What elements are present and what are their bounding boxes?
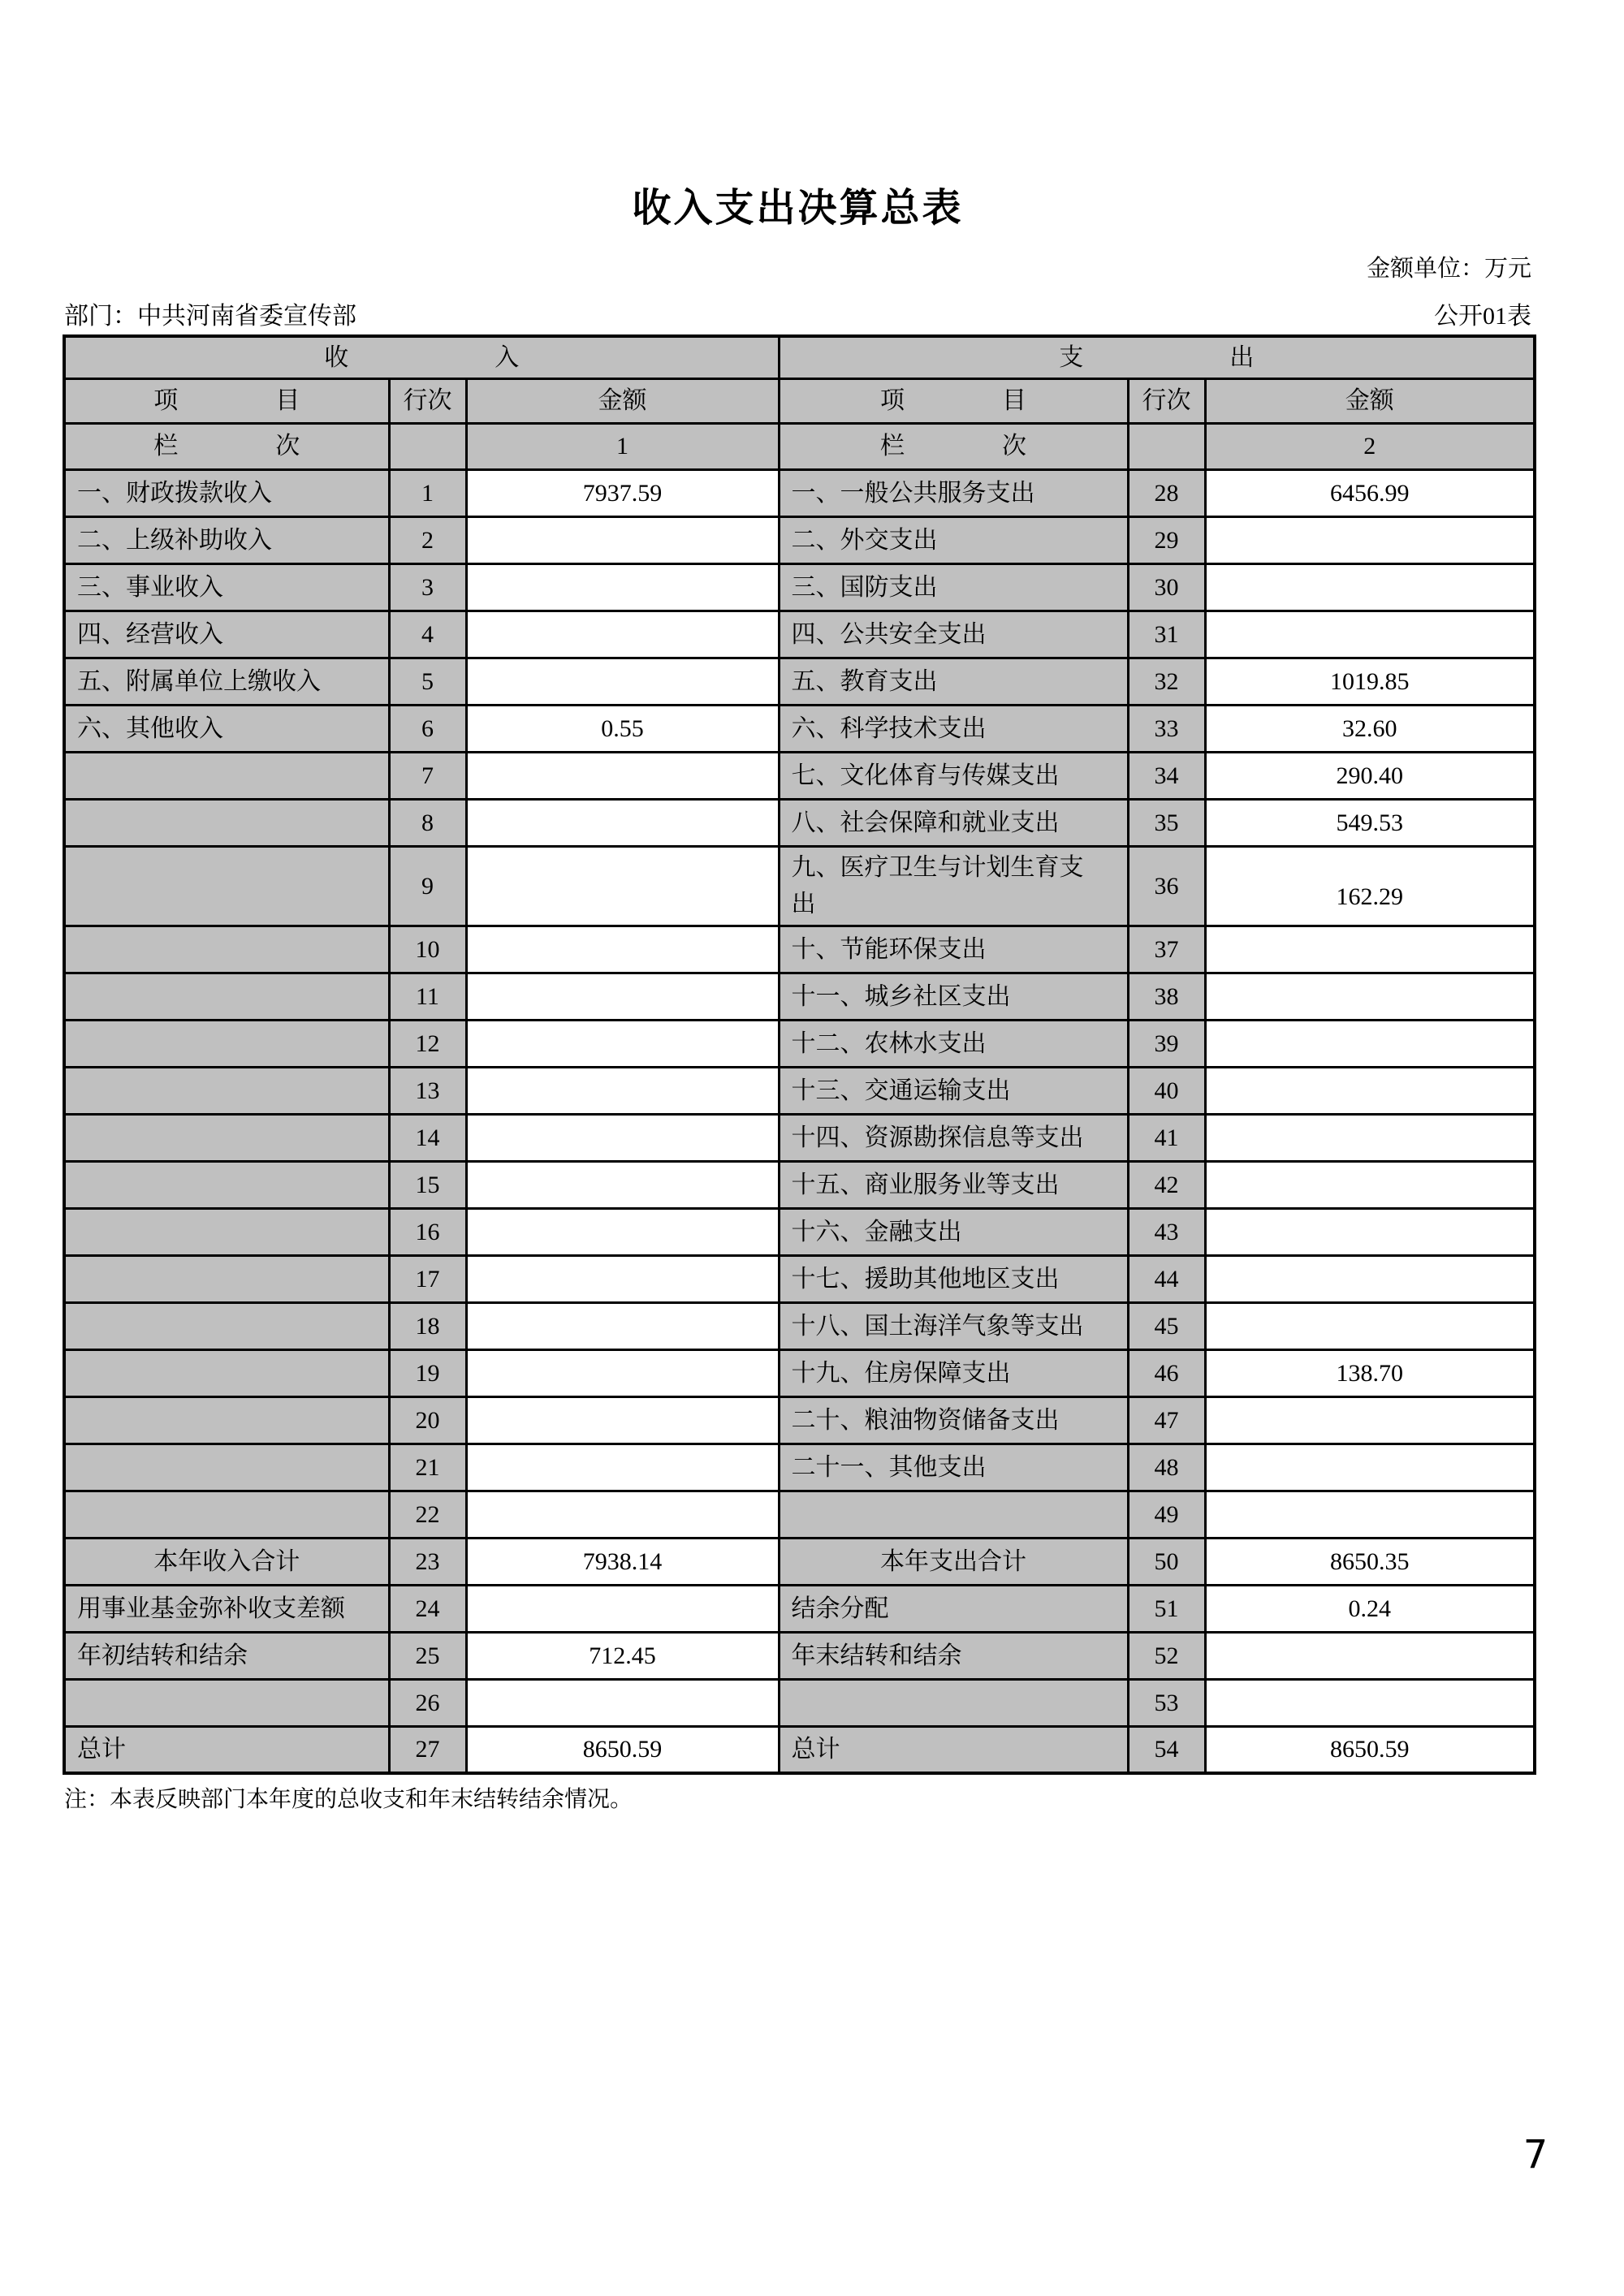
expense-amount-cell: 162.29 xyxy=(1205,846,1535,926)
table-row xyxy=(64,799,1535,846)
income-rowno-cell: 20 xyxy=(389,1396,466,1444)
table-row xyxy=(64,516,1535,563)
expense-rowno-cell: 42 xyxy=(1128,1161,1205,1208)
expense-item-cell: 十五、商业服务业等支出 xyxy=(779,1161,1128,1208)
expense-amount-cell: 1019.85 xyxy=(1205,658,1535,705)
expense-rowno-cell: 53 xyxy=(1128,1679,1205,1726)
income-rowno-cell: 12 xyxy=(389,1020,466,1067)
expense-rowno-cell: 44 xyxy=(1128,1255,1205,1302)
income-amount-cell: 0.55 xyxy=(466,705,779,752)
expense-item-cell: 五、教育支出 xyxy=(779,658,1128,705)
expense-amount-cell: 8650.59 xyxy=(1205,1726,1535,1773)
income-rowno-cell: 13 xyxy=(389,1067,466,1114)
income-item-cell xyxy=(64,1396,389,1444)
income-rowno-cell: 17 xyxy=(389,1255,466,1302)
table-row xyxy=(64,1726,1535,1773)
table-row xyxy=(64,926,1535,973)
income-section-header: 收 入 xyxy=(64,336,779,378)
income-amount-cell xyxy=(466,1255,779,1302)
income-column-label: 栏 次 xyxy=(64,423,389,469)
table-row xyxy=(64,1679,1535,1726)
expense-item-cell: 十九、住房保障支出 xyxy=(779,1349,1128,1396)
budget-summary-table xyxy=(63,334,1536,1775)
expense-amount-cell xyxy=(1205,1396,1535,1444)
expense-rowno-cell: 54 xyxy=(1128,1726,1205,1773)
column-index-row xyxy=(64,423,1535,469)
income-rowno-blank-cell xyxy=(389,423,466,469)
income-item-cell xyxy=(64,799,389,846)
income-amount-cell xyxy=(466,1491,779,1538)
expense-item-cell xyxy=(779,1679,1128,1726)
income-amount-cell xyxy=(466,1444,779,1491)
income-rowno-cell: 2 xyxy=(389,516,466,563)
income-amount-cell xyxy=(466,1302,779,1349)
table-row xyxy=(64,1255,1535,1302)
expense-rowno-cell: 43 xyxy=(1128,1208,1205,1255)
income-amount-cell xyxy=(466,1679,779,1726)
income-rowno-cell: 22 xyxy=(389,1491,466,1538)
income-amount-cell xyxy=(466,1020,779,1067)
expense-item-cell xyxy=(779,1491,1128,1538)
income-rowno-cell: 24 xyxy=(389,1585,466,1632)
expense-column-label: 栏 次 xyxy=(779,423,1128,469)
income-amount-cell xyxy=(466,611,779,658)
expense-item-header: 项 目 xyxy=(779,378,1128,423)
expense-rowno-cell: 51 xyxy=(1128,1585,1205,1632)
section-header-row xyxy=(64,336,1535,378)
expense-item-cell: 十三、交通运输支出 xyxy=(779,1067,1128,1114)
expense-item-cell: 十七、援助其他地区支出 xyxy=(779,1255,1128,1302)
expense-item-cell: 十一、城乡社区支出 xyxy=(779,973,1128,1020)
income-rowno-cell: 1 xyxy=(389,469,466,516)
income-rowno-cell: 5 xyxy=(389,658,466,705)
table-row xyxy=(64,752,1535,799)
expense-item-cell: 结余分配 xyxy=(779,1585,1128,1632)
income-amount-header: 金额 xyxy=(466,378,779,423)
expense-amount-cell: 32.60 xyxy=(1205,705,1535,752)
expense-item-cell: 二十、粮油物资储备支出 xyxy=(779,1396,1128,1444)
expense-rowno-cell: 41 xyxy=(1128,1114,1205,1161)
expense-rowno-cell: 49 xyxy=(1128,1491,1205,1538)
income-amount-cell xyxy=(466,1585,779,1632)
income-item-cell: 用事业基金弥补收支差额 xyxy=(64,1585,389,1632)
expense-amount-cell xyxy=(1205,516,1535,563)
income-rowno-cell: 8 xyxy=(389,799,466,846)
income-amount-cell: 8650.59 xyxy=(466,1726,779,1773)
expense-rowno-cell: 28 xyxy=(1128,469,1205,516)
expense-rowno-cell: 50 xyxy=(1128,1538,1205,1585)
income-item-cell: 总计 xyxy=(64,1726,389,1773)
income-item-cell: 二、上级补助收入 xyxy=(64,516,389,563)
income-amount-cell xyxy=(466,1067,779,1114)
income-column-index: 1 xyxy=(466,423,779,469)
income-rowno-cell: 11 xyxy=(389,973,466,1020)
income-item-cell: 四、经营收入 xyxy=(64,611,389,658)
column-header-row xyxy=(64,378,1535,423)
expense-item-cell: 年末结转和结余 xyxy=(779,1632,1128,1679)
table-row xyxy=(64,1538,1535,1585)
table-row xyxy=(64,1491,1535,1538)
income-amount-cell xyxy=(466,752,779,799)
expense-item-cell: 一、一般公共服务支出 xyxy=(779,469,1128,516)
table-body xyxy=(64,469,1535,1773)
income-item-cell xyxy=(64,1444,389,1491)
income-item-cell: 本年收入合计 xyxy=(64,1538,389,1585)
expense-rowno-header: 行次 xyxy=(1128,378,1205,423)
expense-rowno-cell: 40 xyxy=(1128,1067,1205,1114)
expense-amount-cell xyxy=(1205,1491,1535,1538)
income-rowno-cell: 10 xyxy=(389,926,466,973)
income-item-cell xyxy=(64,1302,389,1349)
income-rowno-cell: 19 xyxy=(389,1349,466,1396)
income-item-cell: 年初结转和结余 xyxy=(64,1632,389,1679)
income-item-cell xyxy=(64,1020,389,1067)
expense-rowno-cell: 35 xyxy=(1128,799,1205,846)
page-number: 7 xyxy=(1522,2132,1548,2177)
income-amount-cell xyxy=(466,1349,779,1396)
expense-rowno-cell: 39 xyxy=(1128,1020,1205,1067)
income-item-cell xyxy=(64,752,389,799)
expense-rowno-cell: 46 xyxy=(1128,1349,1205,1396)
expense-rowno-cell: 36 xyxy=(1128,846,1205,926)
expense-amount-cell xyxy=(1205,563,1535,611)
page-title: 收入支出决算总表 xyxy=(632,187,964,230)
form-code-label: 公开01表 xyxy=(1434,303,1531,330)
expense-item-cell: 九、医疗卫生与计划生育支出 xyxy=(779,846,1128,926)
income-amount-cell: 7938.14 xyxy=(466,1538,779,1585)
income-item-cell xyxy=(64,846,389,926)
table-row xyxy=(64,973,1535,1020)
income-rowno-cell: 6 xyxy=(389,705,466,752)
expense-item-cell: 十二、农林水支出 xyxy=(779,1020,1128,1067)
expense-amount-cell xyxy=(1205,1114,1535,1161)
expense-amount-cell xyxy=(1205,1255,1535,1302)
footnote: 注：本表反映部门本年度的总收支和年末结转结余情况。 xyxy=(64,1787,633,1812)
income-item-header: 项 目 xyxy=(64,378,389,423)
income-item-cell xyxy=(64,1161,389,1208)
expense-rowno-cell: 48 xyxy=(1128,1444,1205,1491)
table-row xyxy=(64,1349,1535,1396)
expense-column-index: 2 xyxy=(1205,423,1535,469)
income-amount-cell xyxy=(466,926,779,973)
income-amount-cell xyxy=(466,1114,779,1161)
income-item-cell: 六、其他收入 xyxy=(64,705,389,752)
expense-rowno-cell: 33 xyxy=(1128,705,1205,752)
income-item-cell: 五、附属单位上缴收入 xyxy=(64,658,389,705)
income-rowno-cell: 21 xyxy=(389,1444,466,1491)
income-rowno-cell: 16 xyxy=(389,1208,466,1255)
table-row xyxy=(64,1585,1535,1632)
income-item-cell xyxy=(64,1067,389,1114)
income-rowno-cell: 23 xyxy=(389,1538,466,1585)
income-amount-cell xyxy=(466,1161,779,1208)
expense-amount-cell xyxy=(1205,1161,1535,1208)
table-row xyxy=(64,1020,1535,1067)
table-row xyxy=(64,1396,1535,1444)
income-amount-cell xyxy=(466,658,779,705)
table-row xyxy=(64,658,1535,705)
income-amount-cell xyxy=(466,846,779,926)
expense-item-cell: 十八、国土海洋气象等支出 xyxy=(779,1302,1128,1349)
income-rowno-cell: 26 xyxy=(389,1679,466,1726)
income-rowno-cell: 25 xyxy=(389,1632,466,1679)
expense-amount-cell xyxy=(1205,1302,1535,1349)
expense-rowno-cell: 31 xyxy=(1128,611,1205,658)
expense-item-cell: 十六、金融支出 xyxy=(779,1208,1128,1255)
income-item-cell xyxy=(64,1349,389,1396)
expense-item-cell: 六、科学技术支出 xyxy=(779,705,1128,752)
expense-rowno-cell: 38 xyxy=(1128,973,1205,1020)
income-rowno-cell: 18 xyxy=(389,1302,466,1349)
expense-rowno-cell: 29 xyxy=(1128,516,1205,563)
expense-item-cell: 十四、资源勘探信息等支出 xyxy=(779,1114,1128,1161)
expense-item-cell: 七、文化体育与传媒支出 xyxy=(779,752,1128,799)
income-item-cell xyxy=(64,926,389,973)
expense-rowno-cell: 45 xyxy=(1128,1302,1205,1349)
expense-rowno-cell: 30 xyxy=(1128,563,1205,611)
expense-amount-cell xyxy=(1205,611,1535,658)
table-row xyxy=(64,1632,1535,1679)
income-rowno-cell: 7 xyxy=(389,752,466,799)
expense-item-cell: 四、公共安全支出 xyxy=(779,611,1128,658)
expense-rowno-blank-cell xyxy=(1128,423,1205,469)
expense-item-cell: 总计 xyxy=(779,1726,1128,1773)
income-amount-cell xyxy=(466,516,779,563)
table-row xyxy=(64,705,1535,752)
income-amount-cell xyxy=(466,799,779,846)
income-rowno-cell: 27 xyxy=(389,1726,466,1773)
table-row xyxy=(64,1161,1535,1208)
income-item-cell: 一、财政拨款收入 xyxy=(64,469,389,516)
income-rowno-cell: 15 xyxy=(389,1161,466,1208)
income-item-cell xyxy=(64,1679,389,1726)
income-rowno-header: 行次 xyxy=(389,378,466,423)
income-item-cell xyxy=(64,1114,389,1161)
income-rowno-cell: 14 xyxy=(389,1114,466,1161)
expense-rowno-cell: 34 xyxy=(1128,752,1205,799)
table-row xyxy=(64,1208,1535,1255)
expense-amount-cell xyxy=(1205,1444,1535,1491)
income-item-cell xyxy=(64,1208,389,1255)
income-amount-cell: 7937.59 xyxy=(466,469,779,516)
expense-amount-cell: 8650.35 xyxy=(1205,1538,1535,1585)
expense-amount-cell: 138.70 xyxy=(1205,1349,1535,1396)
expense-item-cell: 本年支出合计 xyxy=(779,1538,1128,1585)
expense-amount-cell xyxy=(1205,1020,1535,1067)
expense-amount-cell: 0.24 xyxy=(1205,1585,1535,1632)
income-rowno-cell: 9 xyxy=(389,846,466,926)
table-row xyxy=(64,611,1535,658)
income-item-cell xyxy=(64,1255,389,1302)
income-amount-cell xyxy=(466,563,779,611)
expense-item-cell: 八、社会保障和就业支出 xyxy=(779,799,1128,846)
expense-amount-cell xyxy=(1205,973,1535,1020)
expense-rowno-cell: 32 xyxy=(1128,658,1205,705)
expense-section-header: 支 出 xyxy=(779,336,1535,378)
income-item-cell xyxy=(64,1491,389,1538)
table-row xyxy=(64,1114,1535,1161)
table-row xyxy=(64,1067,1535,1114)
table-row xyxy=(64,1302,1535,1349)
expense-amount-cell xyxy=(1205,926,1535,973)
department-label: 部门：中共河南省委宣传部 xyxy=(64,303,356,330)
income-amount-cell xyxy=(466,1396,779,1444)
income-item-cell xyxy=(64,973,389,1020)
table-row xyxy=(64,563,1535,611)
expense-rowno-cell: 37 xyxy=(1128,926,1205,973)
expense-rowno-cell: 52 xyxy=(1128,1632,1205,1679)
expense-item-cell: 二、外交支出 xyxy=(779,516,1128,563)
expense-amount-cell xyxy=(1205,1208,1535,1255)
amount-unit-note: 金额单位：万元 xyxy=(1366,256,1531,282)
expense-amount-cell xyxy=(1205,1679,1535,1726)
table-row xyxy=(64,469,1535,516)
expense-amount-header: 金额 xyxy=(1205,378,1535,423)
income-rowno-cell: 3 xyxy=(389,563,466,611)
expense-rowno-cell: 47 xyxy=(1128,1396,1205,1444)
expense-item-cell: 三、国防支出 xyxy=(779,563,1128,611)
meta-line xyxy=(64,302,1531,331)
table-row xyxy=(64,1444,1535,1491)
expense-amount-cell: 549.53 xyxy=(1205,799,1535,846)
expense-item-cell: 十、节能环保支出 xyxy=(779,926,1128,973)
table-row xyxy=(64,846,1535,926)
expense-amount-cell xyxy=(1205,1632,1535,1679)
income-amount-cell xyxy=(466,973,779,1020)
expense-amount-cell: 290.40 xyxy=(1205,752,1535,799)
income-item-cell: 三、事业收入 xyxy=(64,563,389,611)
expense-amount-cell: 6456.99 xyxy=(1205,469,1535,516)
expense-item-cell: 二十一、其他支出 xyxy=(779,1444,1128,1491)
expense-amount-cell xyxy=(1205,1067,1535,1114)
income-amount-cell xyxy=(466,1208,779,1255)
income-rowno-cell: 4 xyxy=(389,611,466,658)
income-amount-cell: 712.45 xyxy=(466,1632,779,1679)
